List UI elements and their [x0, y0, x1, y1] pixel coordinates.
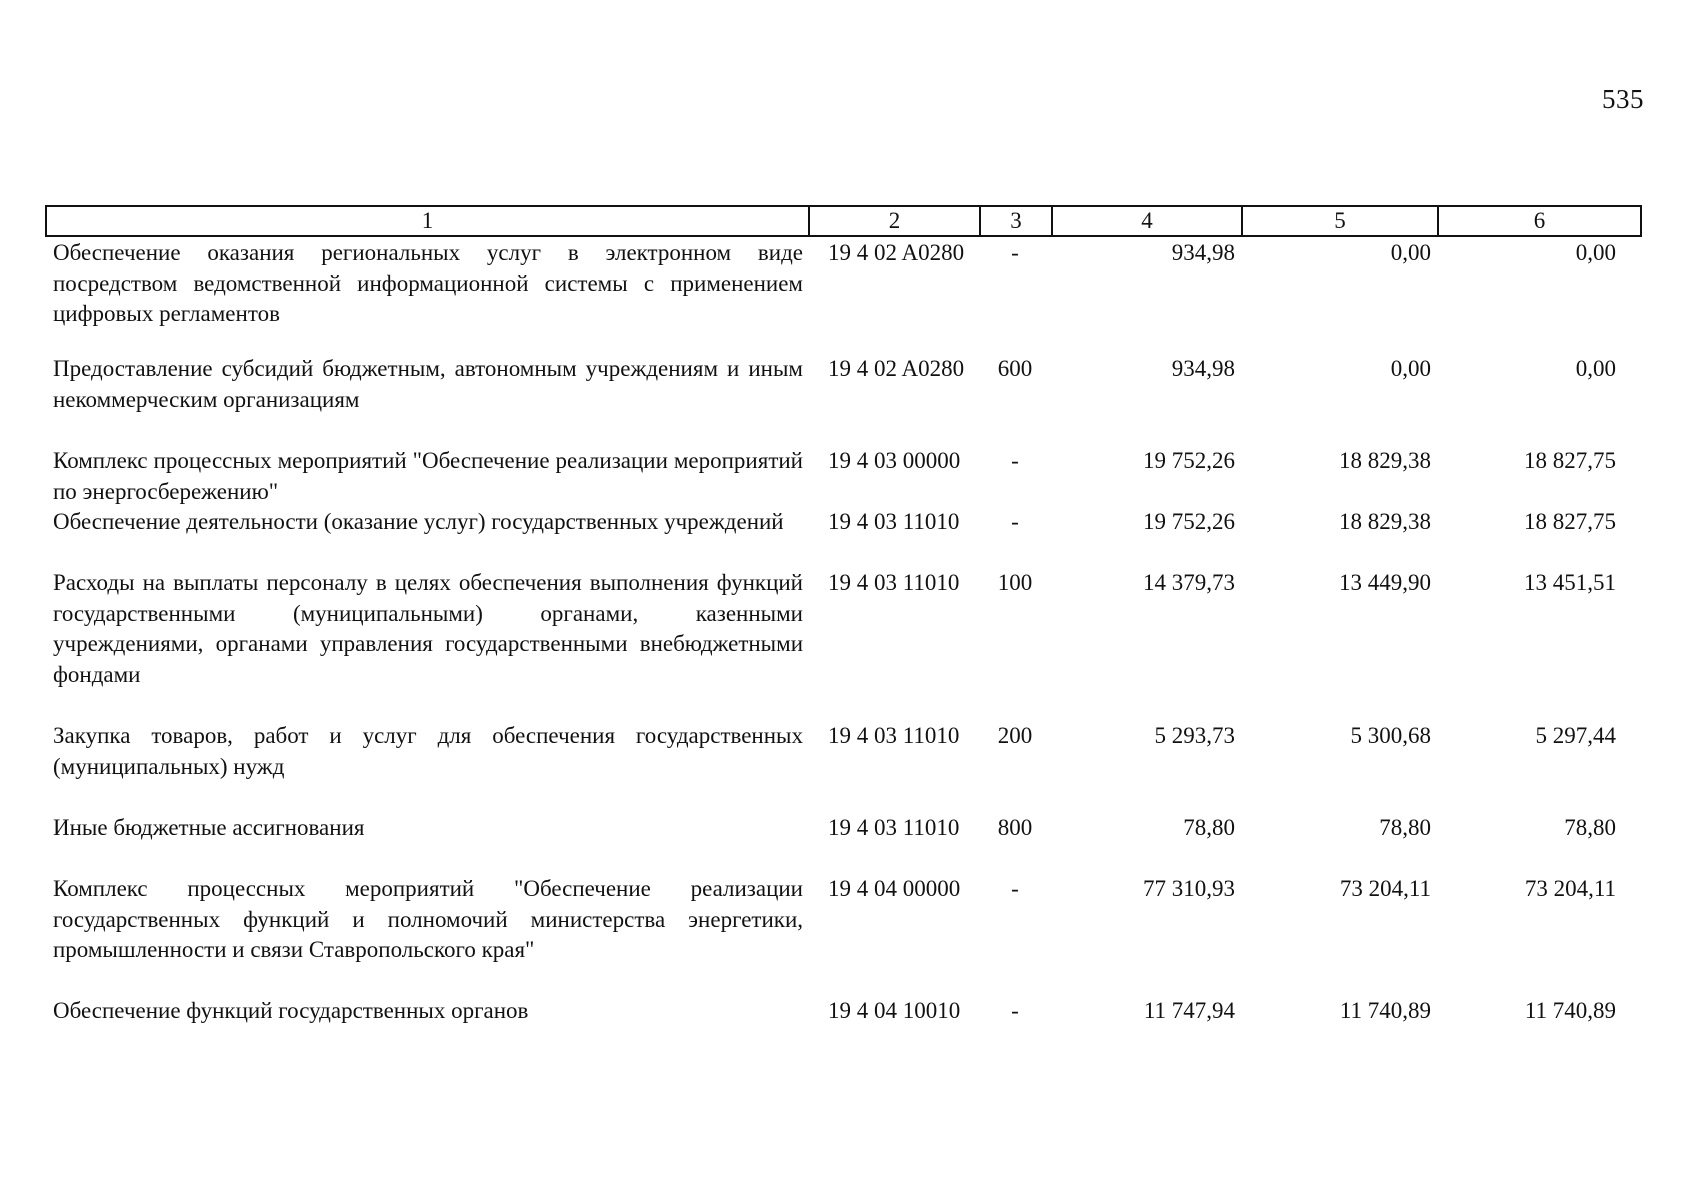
row-value-6: 13 451,51 [1524, 570, 1616, 595]
row-value-4: 934,98 [1171, 240, 1235, 265]
row-name: Иные бюджетные ассигнования [53, 815, 365, 840]
row-value-4: 19 752,26 [1143, 448, 1235, 473]
table-row [45, 874, 1640, 996]
row-value-4: 19 752,26 [1143, 509, 1235, 534]
row-code: 19 4 03 00000 [828, 448, 961, 473]
row-type: - [1011, 448, 1019, 473]
row-value-6: 78,80 [1564, 815, 1616, 840]
column-header-4: 4 [1052, 206, 1242, 236]
row-type: 200 [997, 723, 1033, 748]
column-header-2: 2 [809, 206, 980, 236]
row-type: 600 [997, 356, 1033, 381]
row-code: 19 4 03 11010 [828, 815, 960, 840]
row-code: 19 4 02 A0280 [828, 240, 965, 265]
row-value-6: 0,00 [1575, 240, 1616, 265]
row-value-5: 78,80 [1379, 815, 1431, 840]
row-value-5: 73 204,11 [1339, 876, 1431, 901]
row-value-5: 0,00 [1390, 356, 1431, 381]
table-body [45, 238, 1640, 1036]
row-code: 19 4 04 10010 [828, 998, 961, 1023]
row-value-6: 18 827,75 [1524, 509, 1616, 534]
column-header-6: 6 [1438, 206, 1641, 236]
column-header-3: 3 [980, 206, 1052, 236]
row-value-6: 18 827,75 [1524, 448, 1616, 473]
row-type: - [1011, 998, 1019, 1023]
table-row [45, 721, 1640, 813]
row-value-6: 0,00 [1575, 356, 1616, 381]
row-code: 19 4 03 11010 [828, 570, 960, 595]
column-header-5: 5 [1242, 206, 1438, 236]
row-name: Обеспечение функций государственных органов [53, 998, 529, 1023]
row-name: Закупка товаров, работ и услуг для обеспечения государственных (муниципальных) нужд [53, 723, 803, 779]
table-row [45, 813, 1640, 874]
table-row [45, 238, 1640, 354]
page-number: 535 [1602, 84, 1644, 114]
row-type: 800 [997, 815, 1033, 840]
row-value-4: 78,80 [1183, 815, 1235, 840]
table-row [45, 568, 1640, 721]
row-code: 19 4 04 00000 [828, 876, 961, 901]
row-code: 19 4 03 11010 [828, 509, 960, 534]
row-name: Обеспечение деятельности (оказание услуг) государственных учреждений [53, 509, 784, 534]
row-value-4: 934,98 [1171, 356, 1235, 381]
table-row [45, 354, 1640, 446]
table-row [45, 446, 1640, 507]
row-value-6: 73 204,11 [1524, 876, 1616, 901]
row-value-6: 5 297,44 [1535, 723, 1616, 748]
row-type: 100 [997, 570, 1033, 595]
row-value-5: 11 740,89 [1339, 998, 1431, 1023]
row-value-4: 11 747,94 [1143, 998, 1235, 1023]
row-value-5: 13 449,90 [1339, 570, 1431, 595]
row-type: - [1011, 240, 1019, 265]
row-value-6: 11 740,89 [1524, 998, 1616, 1023]
row-name: Комплекс процессных мероприятий "Обеспечение реализации мероприятий по энергосбережению" [53, 448, 803, 504]
row-value-5: 0,00 [1390, 240, 1431, 265]
row-value-4: 14 379,73 [1143, 570, 1235, 595]
row-type: - [1011, 509, 1019, 534]
row-value-4: 5 293,73 [1154, 723, 1235, 748]
table-row [45, 996, 1640, 1036]
column-header-1: 1 [46, 206, 809, 236]
row-code: 19 4 02 A0280 [828, 356, 965, 381]
row-value-5: 18 829,38 [1339, 448, 1431, 473]
row-type: - [1011, 876, 1019, 901]
row-value-5: 18 829,38 [1339, 509, 1431, 534]
row-name: Комплекс процессных мероприятий "Обеспечение реализации государственных функций и полномочий министерства энергетики, промышленности и связи Ставропольского края" [53, 876, 803, 962]
row-value-5: 5 300,68 [1350, 723, 1431, 748]
table-header [45, 205, 1642, 237]
row-name: Предоставление субсидий бюджетным, автономным учреждениям и иным некоммерческим организациям [53, 356, 803, 412]
row-name: Расходы на выплаты персоналу в целях обеспечения выполнения функций государственными (муниципальными) органами, казенными учреждениями, органами управления государственными внебюджетными фондами [53, 570, 803, 687]
table-row [45, 507, 1640, 568]
row-name: Обеспечение оказания региональных услуг в электронном виде посредством ведомственной информационной системы с применением цифровых регламентов [53, 240, 803, 326]
row-code: 19 4 03 11010 [828, 723, 960, 748]
row-value-4: 77 310,93 [1143, 876, 1235, 901]
